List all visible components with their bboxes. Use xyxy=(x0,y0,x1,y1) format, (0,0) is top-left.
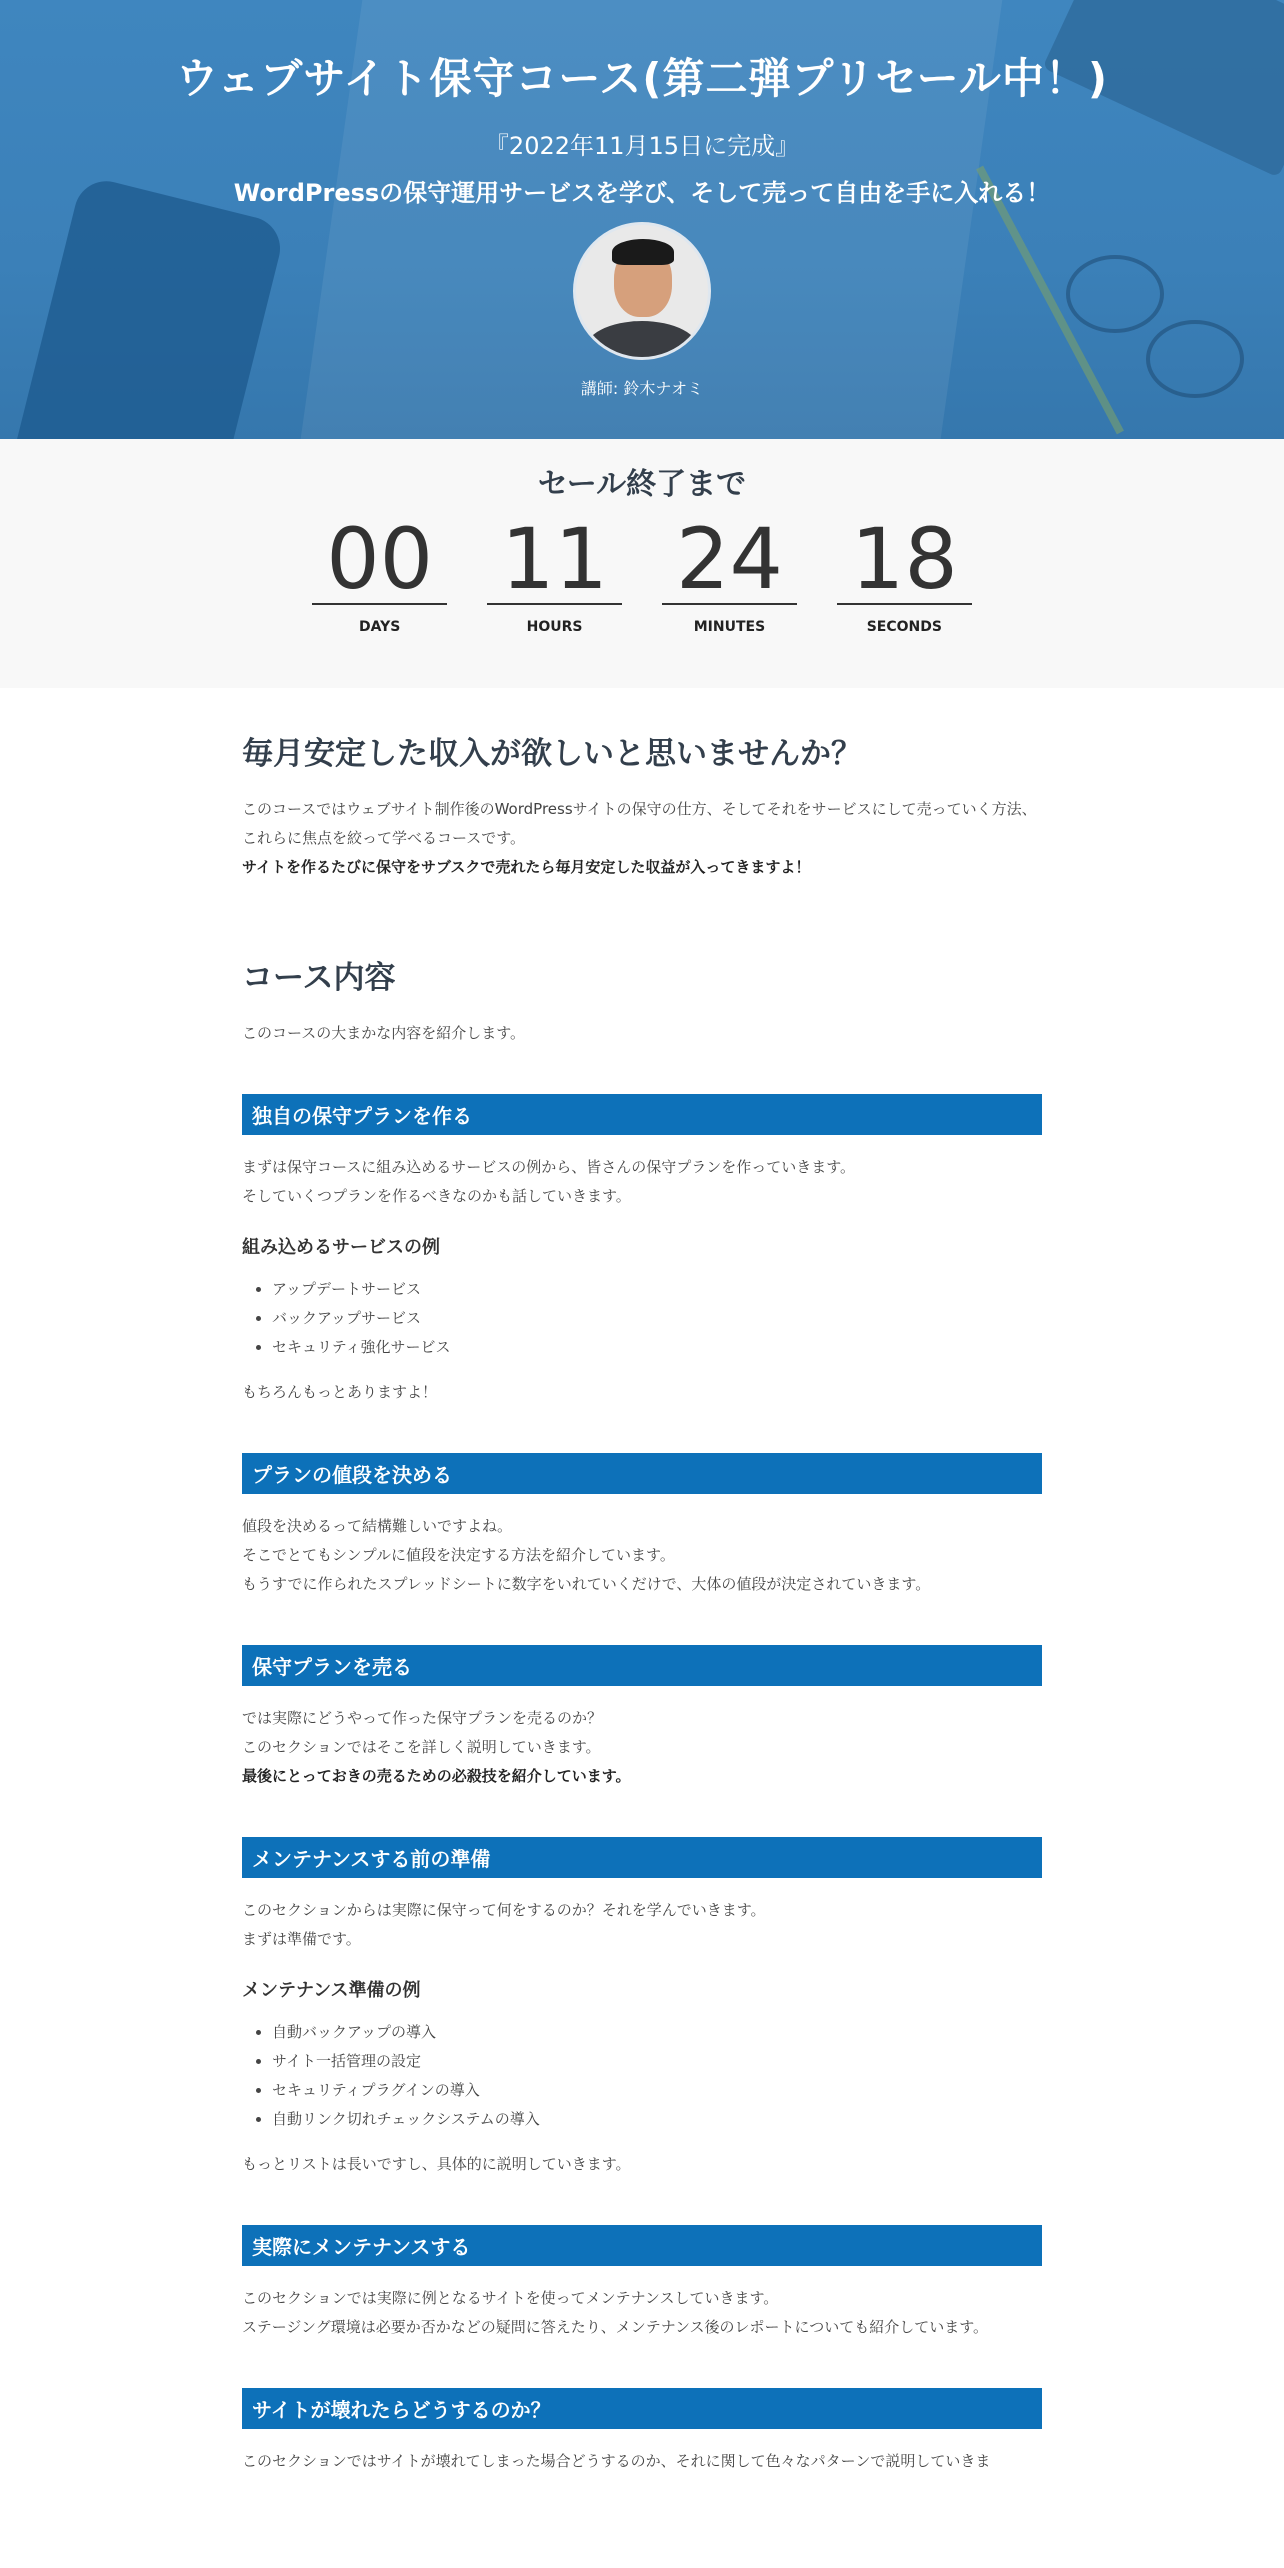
countdown-label: SECONDS xyxy=(866,619,942,635)
countdown-value: 18 xyxy=(837,517,972,605)
section-text: そしていくつプランを作るべきなのかも話していきます。 xyxy=(242,1187,631,1205)
section-title: メンテナンスする前の準備 xyxy=(242,1837,1042,1878)
countdown-value: 24 xyxy=(662,517,797,605)
course-intro: このコースの大まかな内容を紹介します。 xyxy=(242,1024,526,1042)
section-text: そこでとてもシンプルに値段を決定する方法を紹介しています。 xyxy=(242,1546,675,1564)
countdown-value: 00 xyxy=(312,517,447,605)
main-content xyxy=(242,688,1042,2476)
section-text: もっとリストは長いですし、具体的に説明していきます。 xyxy=(242,2155,631,2173)
intro-heading: 毎月安定した収入が欲しいと思いませんか？ xyxy=(242,736,862,772)
section-text: もちろんもっとありますよ！ xyxy=(242,1383,438,1401)
section-text: もうすでに作られたスプレッドシートに数字をいれていくだけで、大体の値段が決定されていきます。 xyxy=(242,1575,931,1593)
section-text: 値段を決めるって結構難しいですよね。 xyxy=(242,1517,513,1535)
section-text: では実際にどうやって作った保守プランを売るのか？ xyxy=(242,1709,603,1727)
list-item: • 自動バックアップの導入 xyxy=(272,2018,1042,2047)
section-highlight: 最後にとっておきの売るための必殺技を紹介しています。 xyxy=(242,1767,631,1785)
countdown-days xyxy=(312,510,447,635)
countdown-label: HOURS xyxy=(526,619,583,635)
page-title: ウェブサイト保守コース(第二弾プリセール中！) xyxy=(175,54,1109,103)
intro-highlight: サイトを作るたびに保守をサブスクで売れたら毎月安定した収益が入ってきますよ！ xyxy=(242,858,811,876)
intro-text: このコースではウェブサイト制作後のWordPressサイトの保守の仕方、そしてそれをサービスにして売っていく方法、これらに焦点を絞って学べるコースです。 xyxy=(242,800,1037,847)
countdown-hours xyxy=(487,510,622,635)
countdown-heading: セール終了まで xyxy=(537,467,747,502)
countdown-minutes xyxy=(662,510,797,635)
course-heading: コース内容 xyxy=(242,960,396,996)
section-text: まずは保守コースに組み込めるサービスの例から、皆さんの保守プランを作っていきます。 xyxy=(242,1158,856,1176)
hero-banner xyxy=(0,0,1284,439)
section-text: ステージング環境は必要か否かなどの疑問に答えたり、メンテナンス後のレポートについても紹介しています。 xyxy=(242,2318,989,2336)
countdown-label: MINUTES xyxy=(693,619,766,635)
completion-date: 『2022年11月15日に完成』 xyxy=(484,132,800,160)
section-text: このセクションではそこを詳しく説明していきます。 xyxy=(242,1738,601,1756)
section-title: 独自の保守プランを作る xyxy=(242,1094,1042,1135)
sale-countdown xyxy=(0,439,1284,688)
list-item: • セキュリティプラグインの導入 xyxy=(272,2076,1042,2105)
section-text: このセクションからは実際に保守って何をするのか？それを学んでいきます。 xyxy=(242,1901,766,1919)
section-subheading: 組み込めるサービスの例 xyxy=(242,1237,440,1258)
list-item: • サイト一括管理の設定 xyxy=(272,2047,1042,2076)
countdown-value: 11 xyxy=(487,517,622,605)
tagline: WordPressの保守運用サービスを学び、そして売って自由を手に入れる！ xyxy=(233,179,1051,207)
section-text: まずは準備です。 xyxy=(242,1930,361,1948)
section-title: サイトが壊れたらどうするのか？ xyxy=(242,2388,1042,2429)
preparation-list xyxy=(242,2018,1042,2134)
section-title: 実際にメンテナンスする xyxy=(242,2225,1042,2266)
list-item: • 自動リンク切れチェックシステムの導入 xyxy=(272,2105,1042,2134)
list-item: • バックアップサービス xyxy=(272,1304,1042,1333)
section-title: 保守プランを売る xyxy=(242,1645,1042,1686)
section-title: プランの値段を決める xyxy=(242,1453,1042,1494)
countdown-label: DAYS xyxy=(358,619,401,635)
service-list xyxy=(242,1275,1042,1362)
countdown-seconds xyxy=(837,510,972,635)
list-item: • セキュリティ強化サービス xyxy=(272,1333,1042,1362)
section-subheading: メンテナンス準備の例 xyxy=(242,1980,421,2001)
instructor-avatar xyxy=(573,222,711,360)
section-text: このセクションではサイトが壊れてしまった場合どうするのか、それに関して色々なパターンで説明していきま xyxy=(242,2452,991,2470)
instructor-name: 講師: 鈴木ナオミ xyxy=(580,379,704,398)
list-item: • アップデートサービス xyxy=(272,1275,1042,1304)
section-text: このセクションでは実際に例となるサイトを使ってメンテナンスしていきます。 xyxy=(242,2289,779,2307)
